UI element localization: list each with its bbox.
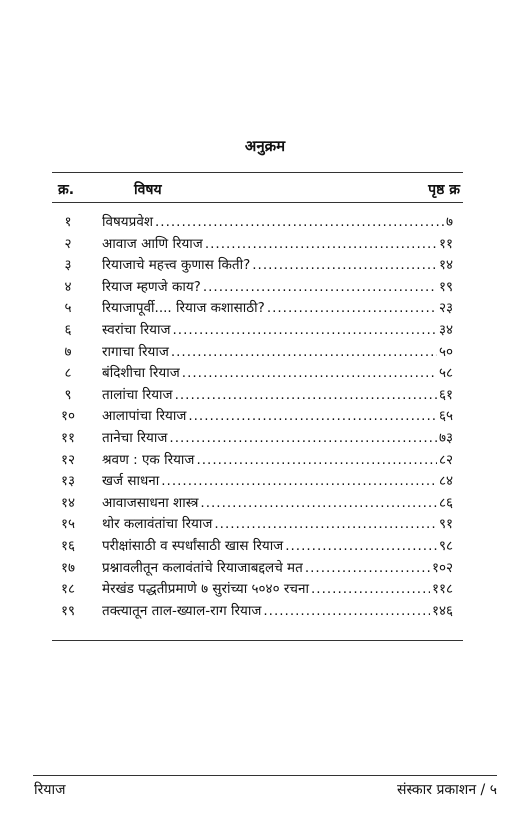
toc-entry bbox=[102, 601, 453, 623]
toc-row bbox=[52, 363, 463, 385]
toc-number: ८ bbox=[64, 365, 72, 382]
toc-number: ५ bbox=[64, 300, 72, 317]
toc-number: ७ bbox=[64, 343, 72, 360]
toc-page-number: ९१ bbox=[438, 516, 453, 533]
dot-leader bbox=[200, 493, 437, 515]
toc-page-number: १४ bbox=[438, 257, 453, 274]
toc-number: १५ bbox=[60, 516, 76, 533]
dot-leader bbox=[214, 514, 437, 536]
toc-title: आलापांचा रियाज bbox=[102, 408, 187, 425]
toc-number: १९ bbox=[60, 602, 76, 619]
toc-row bbox=[52, 579, 463, 601]
toc-row bbox=[52, 514, 463, 536]
toc-number: ४ bbox=[64, 278, 72, 295]
toc-entry bbox=[102, 363, 453, 385]
toc-row bbox=[52, 406, 463, 428]
toc-page-number: २३ bbox=[438, 300, 453, 317]
toc-number: १० bbox=[60, 408, 76, 425]
toc-title: थोर कलावंतांचा रियाज bbox=[102, 516, 213, 533]
toc-page-number: ८२ bbox=[438, 451, 453, 468]
toc-number: १२ bbox=[60, 451, 76, 468]
dot-leader bbox=[173, 320, 437, 342]
toc-row bbox=[52, 277, 463, 299]
dot-leader bbox=[285, 536, 437, 558]
toc-page-number: ७३ bbox=[438, 429, 453, 446]
toc-row bbox=[52, 234, 463, 256]
toc-title: प्रश्नावलीतून कलावंतांचे रियाजाबद्दलचे मत bbox=[102, 559, 303, 576]
header-bottom-rule bbox=[52, 202, 463, 203]
toc-number: ६ bbox=[64, 321, 72, 338]
dot-leader bbox=[203, 277, 437, 299]
toc-number: १८ bbox=[60, 581, 76, 598]
toc-row bbox=[52, 385, 463, 407]
toc-page-number: १९ bbox=[438, 278, 453, 295]
toc-page-number: ७ bbox=[445, 214, 453, 230]
toc-row bbox=[52, 601, 463, 623]
dot-leader bbox=[169, 428, 437, 450]
toc-title: मेरखंड पद्धतीप्रमाणे ७ सुरांच्या ५०४० रचना bbox=[102, 581, 309, 598]
toc-title: तक्त्यातून ताल-ख्याल-राग रियाज bbox=[102, 602, 262, 619]
toc-page-number: ८६ bbox=[438, 494, 453, 511]
footer-publisher-page: संस्कार प्रकाशन / ५ bbox=[397, 782, 497, 798]
toc-row bbox=[52, 558, 463, 580]
toc-title: परीक्षांसाठी व स्पर्धांसाठी खास रियाज bbox=[102, 537, 284, 554]
toc-number: १ bbox=[64, 214, 72, 230]
header-num-label: क्र. bbox=[58, 182, 75, 198]
toc-row bbox=[52, 342, 463, 364]
toc-row bbox=[52, 471, 463, 493]
dot-leader bbox=[305, 558, 430, 580]
toc-entry bbox=[102, 342, 453, 364]
toc-entry bbox=[102, 471, 453, 493]
toc-entry bbox=[102, 255, 453, 277]
toc-number: ९ bbox=[64, 386, 72, 403]
page-title: अनुक्रम bbox=[244, 137, 286, 155]
toc-title: बंदिशीचा रियाज bbox=[102, 365, 180, 382]
toc-title: तालांचा रियाज bbox=[102, 386, 173, 403]
toc-title: श्रवण : एक रियाज bbox=[102, 451, 195, 468]
footer-book-title: रियाज bbox=[34, 782, 66, 798]
dot-leader bbox=[263, 601, 430, 623]
toc-entry bbox=[102, 320, 453, 342]
dot-leader bbox=[155, 212, 444, 234]
toc-title: रियाजाचे महत्त्व कुणास किती? bbox=[102, 257, 251, 274]
dot-leader bbox=[311, 579, 430, 601]
toc-entry bbox=[102, 558, 453, 580]
toc-entry bbox=[102, 298, 453, 320]
toc-entry bbox=[102, 579, 453, 601]
toc-entry bbox=[102, 212, 453, 234]
toc-row bbox=[52, 493, 463, 515]
toc-title: स्वरांचा रियाज bbox=[102, 321, 171, 338]
toc-row bbox=[52, 428, 463, 450]
toc-page-number: ९८ bbox=[438, 537, 453, 554]
toc-page-number: १०२ bbox=[431, 559, 453, 576]
toc-entry bbox=[102, 234, 453, 256]
toc-list bbox=[52, 212, 463, 622]
toc-entry bbox=[102, 277, 453, 299]
toc-number: ३ bbox=[64, 257, 72, 274]
toc-page-number: १४६ bbox=[431, 602, 453, 619]
toc-row bbox=[52, 298, 463, 320]
toc-title: आवाजसाधना शास्त्र bbox=[102, 494, 199, 511]
toc-number: १६ bbox=[60, 537, 76, 554]
toc-bottom-rule bbox=[52, 640, 463, 641]
toc-row bbox=[52, 320, 463, 342]
toc-number: १४ bbox=[60, 494, 76, 511]
toc-row bbox=[52, 450, 463, 472]
toc-entry bbox=[102, 493, 453, 515]
toc-number: १७ bbox=[60, 559, 76, 576]
dot-leader bbox=[267, 298, 437, 320]
toc-title: तानेचा रियाज bbox=[102, 429, 168, 446]
dot-leader bbox=[161, 471, 437, 493]
toc-title: रियाज म्हणजे काय? bbox=[102, 278, 201, 295]
toc-title: विषयप्रवेश bbox=[102, 214, 154, 230]
toc-page-number: ८४ bbox=[438, 473, 453, 490]
toc-page-number: ५८ bbox=[438, 365, 453, 382]
toc-title: खर्ज साधना bbox=[102, 473, 160, 490]
toc-number: १३ bbox=[60, 473, 76, 490]
toc-number: ११ bbox=[60, 429, 76, 446]
toc-number: २ bbox=[64, 235, 72, 252]
dot-leader bbox=[205, 234, 437, 256]
toc-entry bbox=[102, 514, 453, 536]
toc-page-number: ६१ bbox=[438, 386, 453, 403]
header-top-rule bbox=[52, 172, 463, 173]
dot-leader bbox=[175, 385, 437, 407]
toc-entry bbox=[102, 428, 453, 450]
dot-leader bbox=[171, 342, 437, 364]
toc-row bbox=[52, 255, 463, 277]
toc-title: रागाचा रियाज bbox=[102, 343, 169, 360]
toc-entry bbox=[102, 536, 453, 558]
toc-page-number: ११ bbox=[438, 235, 453, 252]
toc-page-number: ११८ bbox=[431, 581, 453, 598]
dot-leader bbox=[182, 363, 437, 385]
toc-page-number: ६५ bbox=[438, 408, 453, 425]
toc-entry bbox=[102, 406, 453, 428]
toc-entry bbox=[102, 450, 453, 472]
dot-leader bbox=[252, 255, 437, 277]
toc-title: आवाज आणि रियाज bbox=[102, 235, 203, 252]
toc-page-number: ३४ bbox=[438, 321, 453, 338]
footer-rule bbox=[33, 775, 497, 776]
toc-row bbox=[52, 212, 463, 234]
header-page-label: पृष्ठ क्र bbox=[428, 182, 460, 198]
toc-title: रियाजापूर्वी.... रियाज कशासाठी? bbox=[102, 300, 265, 317]
dot-leader bbox=[196, 450, 437, 472]
toc-page-number: ५० bbox=[438, 343, 453, 360]
dot-leader bbox=[188, 406, 437, 428]
header-subject-label: विषय bbox=[134, 182, 162, 198]
toc-entry bbox=[102, 385, 453, 407]
toc-row bbox=[52, 536, 463, 558]
